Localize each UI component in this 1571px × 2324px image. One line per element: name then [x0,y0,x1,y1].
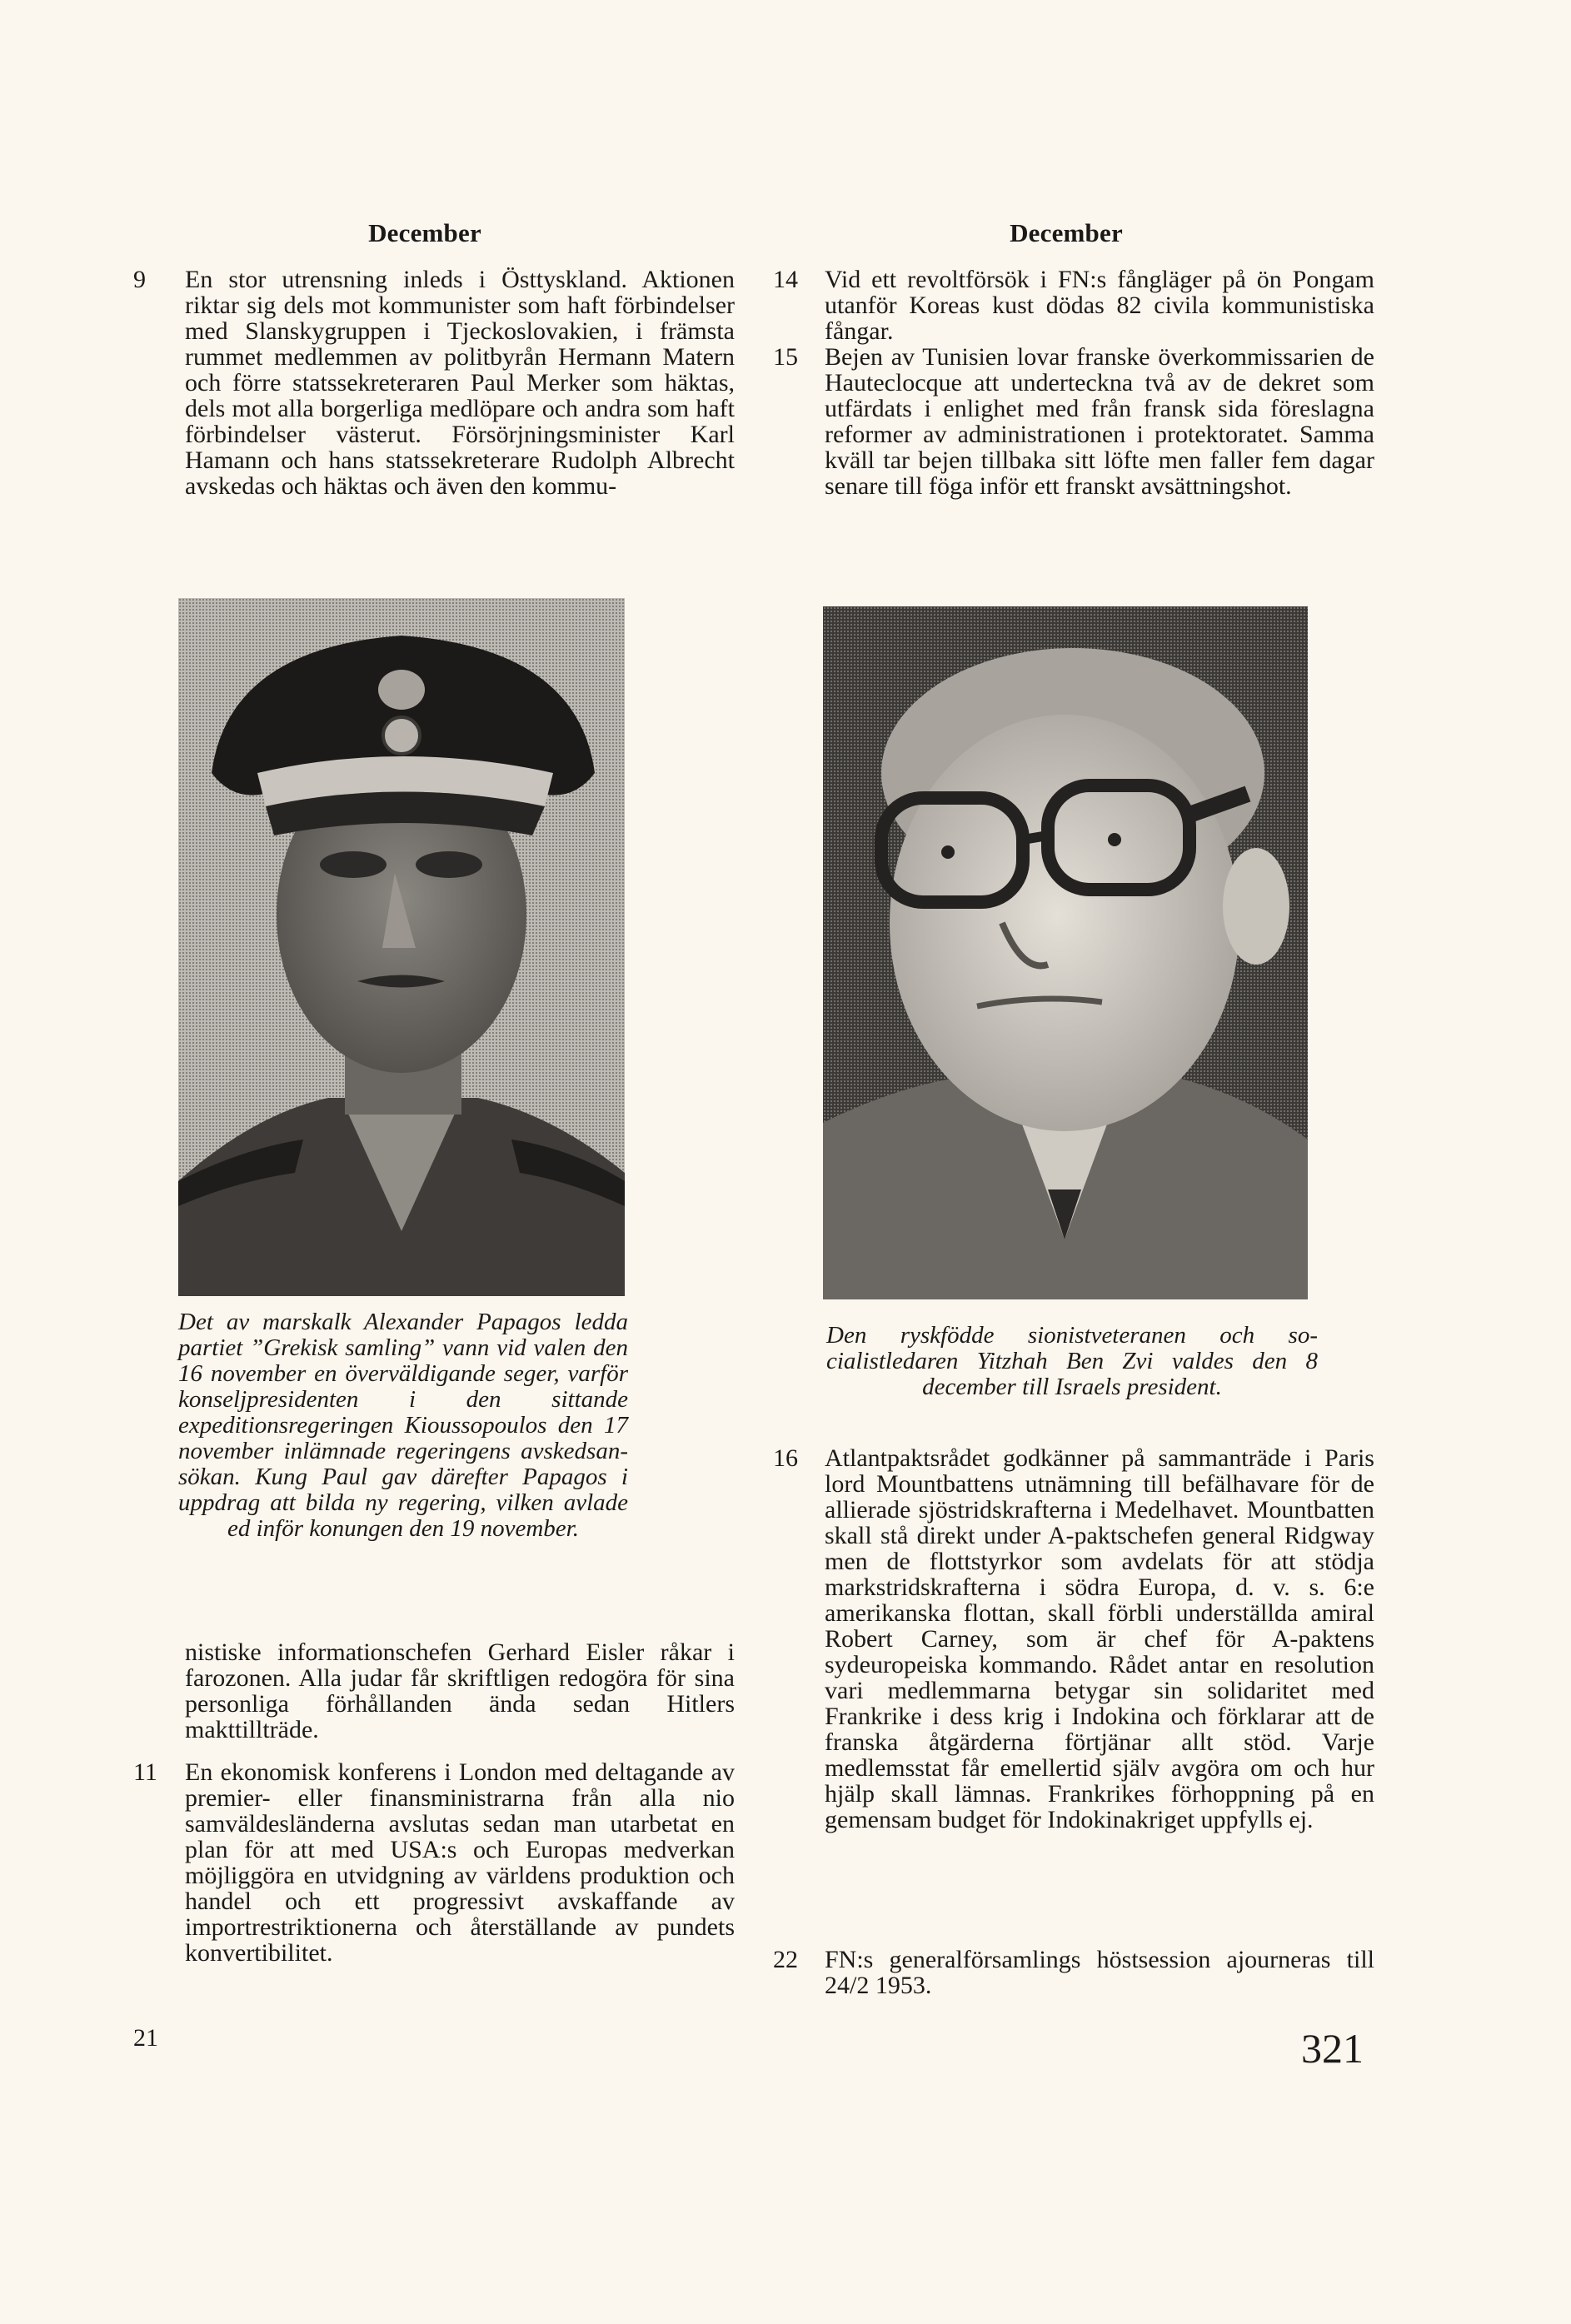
entry-day-number: 11 [133,1758,157,1786]
entry-day-number: 14 [773,266,798,293]
entry-day-16 [773,1444,1374,1833]
entry-day-9 [133,267,735,554]
right-column-heading: December [1010,218,1123,247]
entry-day-number: 16 [773,1444,798,1472]
entry-day-14 [773,267,1374,350]
bottom-left-marker: 21 [133,2024,158,2052]
entry-text: En stor utrensning inleds i Östtyskland. Aktionen riktar sig dels mot kommunister som haft förbindelser med Slanskygruppen i Tjeckoslovakien, i främsta rummet medlemmen av politbyrån Hermann Matern och förre statssekreteraren Paul Merker som häktas, dels mot alla borgerliga medlöpare och andra som haft förbindelser västerut. Försörjningsminister Karl Hamann och hans statssekreterare Rudolph Albrecht avskedas och häktas och även den kommu- [185,266,735,500]
portrait-man-with-glasses-image [823,606,1308,1299]
photo-caption-ben-zvi: Den ryskfödde sionistveteranen och socialistledaren Yitzhah Ben Zvi valdes den 8 december till Israels president. [826,1322,1318,1400]
entry-day-number: 22 [773,1946,798,1973]
portrait-military-officer-image [178,598,625,1296]
entry-text: Bejen av Tunisien lovar franske överkommissarien de Hauteclocque att underteckna två av de dekret som utfärdats i enlighet med från fransk sida föreslagna reformer av administrationen i protektoratet. Samma kväll tar bejen tillbaka sitt löfte men faller fem dagar senare till föga inför ett franskt avsättningshot. [825,343,1374,500]
entry-day-15 [773,344,1374,561]
entry-text: FN:s generalförsamlings höstsession ajourneras till 24/2 1953. [825,1946,1374,1999]
entry-day-9-continued [133,1639,735,1748]
photo-papagos [178,598,625,1296]
entry-text: Atlantpaktsrådet godkänner på sammanträde i Paris lord Mountbattens utnämning till befälhavare för de allierade sjöstridskrafterna i Medelhavet. Mountbatten skall stå direkt under A-paktschefen general Ridgway men de flottstyrkor som avdelats för att stödja markstridskrafterna i södra Europa, d. v. s. 6:e amerikanska flottan, skall förbli underställda amiral Robert Carney, som är chef för A-paktens sydeuropeiska kommando. Rådet antar en resolution vari medlemmarna betygar sin solidaritet med Frankrike i dess krig i Indokina och förklarar att de franska åtgärderna förtjänar allt stöd. Varje medlemsstat får emellertid själv avgöra om och hur hjälp skall lämnas. Frankrikes förhoppning på en gemensam budget för Indokinakriget uppfylls ej. [825,1444,1374,1833]
entry-text: En ekonomisk konferens i London med deltagande av premier- eller finansministrarna från alla nio samväldesländerna avslutas sedan man utarbetat en plan för att med USA:s och Europas medverkan möjliggöra en utvidgning av världens produktion och handel och ett progressivt avskaffande av importrestriktionerna och återställande av pundets konvertibilitet. [185,1758,735,1967]
entry-day-number: 15 [773,343,798,371]
page-number: 321 [1301,2025,1364,2072]
entry-day-number: 9 [133,266,146,293]
photo-caption-papagos: Det av marskalk Alexander Papagos ledda partiet ”Grekisk samling” vann vid valen den 16 november en överväldigande seger, varför konseljpresidenten i den sittande expeditionsregeringen Kioussopoulos den 17 november inlämnade regeringens avskedsansökan. Kung Paul gav därefter Papagos i uppdrag att bilda ny regering, vilken avlade ed inför konungen den 19 november. [178,1309,628,1542]
entry-text: Vid ett revoltförsök i FN:s fångläger på ön Pongam utanför Koreas kust dödas 82 civila kommunistiska fångar. [825,266,1374,345]
entry-text: nistiske informationschefen Gerhard Eisler råkar i farozonen. Alla judar får skriftligen redogöra för sina personliga förhållanden ända sedan Hitlers makttillträde. [185,1638,735,1743]
photo-ben-zvi [823,606,1308,1299]
left-column-heading: December [368,218,481,247]
entry-day-22 [773,1947,1374,2005]
entry-day-11 [133,1759,735,2009]
